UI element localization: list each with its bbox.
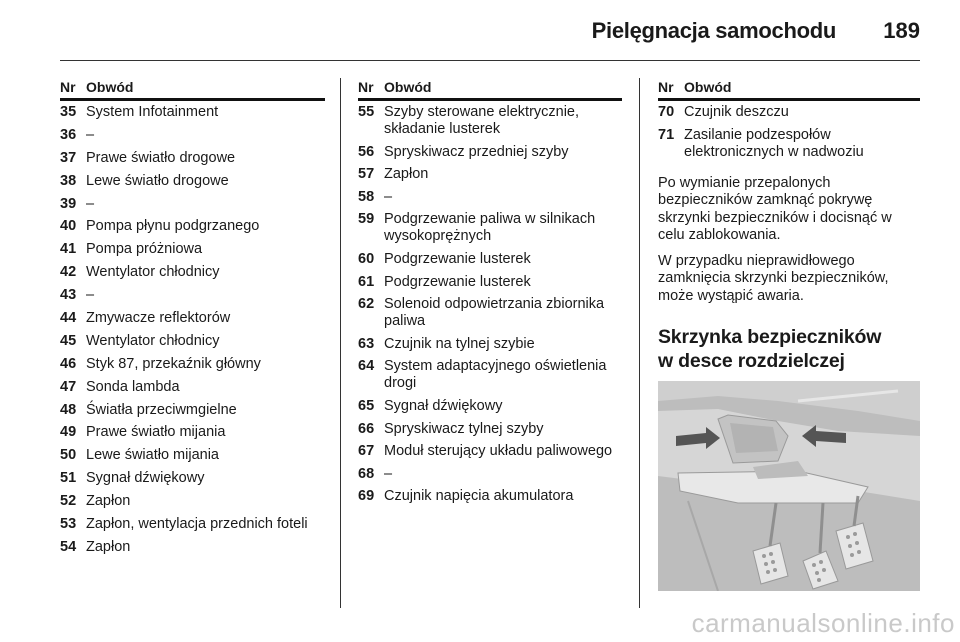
table-row bbox=[658, 104, 920, 121]
table-row bbox=[358, 466, 622, 483]
table-row bbox=[60, 218, 325, 235]
fuse-number: 56 bbox=[358, 143, 375, 160]
section-title-line-1: Skrzynka bezpieczników bbox=[658, 326, 882, 349]
fuse-number: 61 bbox=[358, 273, 375, 290]
fuse-number: 71 bbox=[658, 126, 675, 143]
circuit-name: Zapłon, wentylacja przednich foteli bbox=[86, 516, 308, 533]
table-row bbox=[60, 516, 325, 533]
table-rows bbox=[358, 104, 622, 505]
circuit-name: – bbox=[384, 465, 393, 482]
fuse-number: 38 bbox=[60, 172, 77, 189]
table-row bbox=[358, 296, 622, 330]
circuit-name: Zasilanie podzespołów elektronicznych w nadwoziu bbox=[684, 126, 864, 160]
circuit-name: Zapłon bbox=[86, 538, 131, 555]
table-row bbox=[60, 150, 325, 167]
fuse-number: 64 bbox=[358, 358, 375, 375]
header-circuit: Obwód bbox=[684, 79, 732, 95]
table-row bbox=[60, 333, 325, 350]
circuit-name: System Infotainment bbox=[86, 104, 219, 120]
table-header bbox=[658, 79, 920, 101]
fuse-number: 42 bbox=[60, 264, 77, 281]
circuit-name: – bbox=[86, 195, 95, 212]
table-row bbox=[358, 358, 622, 392]
section-title-line-2: w desce rozdzielczej bbox=[658, 350, 845, 373]
header-nr: Nr bbox=[358, 79, 374, 95]
circuit-name: Lewe światło drogowe bbox=[86, 172, 229, 189]
circuit-name: Spryskiwacz tylnej szyby bbox=[384, 420, 544, 437]
circuit-name: Pompa płynu podgrzanego bbox=[86, 218, 260, 235]
header-nr: Nr bbox=[60, 79, 76, 95]
circuit-name: Styk 87, przekaźnik główny bbox=[86, 355, 261, 372]
fuse-number: 55 bbox=[358, 104, 375, 120]
circuit-name: – bbox=[86, 287, 95, 304]
circuit-name: Podgrzewanie lusterek bbox=[384, 273, 531, 290]
table-row bbox=[60, 447, 325, 464]
table-row bbox=[60, 470, 325, 487]
fuse-number: 45 bbox=[60, 332, 77, 349]
fuse-table-column-1 bbox=[60, 79, 325, 562]
fuse-number: 57 bbox=[358, 166, 375, 183]
fuse-number: 51 bbox=[60, 470, 77, 487]
fuse-number: 49 bbox=[60, 424, 77, 441]
fuse-number: 63 bbox=[358, 335, 375, 352]
page-number: 189 bbox=[883, 18, 920, 43]
fuse-number: 35 bbox=[60, 104, 77, 120]
circuit-name: Spryskiwacz przedniej szyby bbox=[384, 143, 569, 160]
circuit-name: Światła przeciwmgielne bbox=[86, 401, 237, 418]
circuit-name: Zapłon bbox=[86, 493, 131, 510]
fuse-number: 54 bbox=[60, 538, 77, 555]
circuit-name: Lewe światło mijania bbox=[86, 447, 219, 464]
fuse-box-illustration bbox=[658, 381, 920, 591]
fuse-number: 68 bbox=[358, 465, 375, 482]
fuse-number: 44 bbox=[60, 310, 77, 327]
table-row bbox=[60, 104, 325, 121]
table-row bbox=[358, 336, 622, 353]
table-row bbox=[60, 287, 325, 304]
circuit-name: Sygnał dźwiękowy bbox=[384, 397, 503, 414]
table-row bbox=[60, 264, 325, 281]
fuse-number: 52 bbox=[60, 493, 77, 510]
table-row bbox=[358, 104, 622, 138]
fuse-number: 40 bbox=[60, 218, 77, 235]
table-row bbox=[60, 493, 325, 510]
watermark: carmanualsonline.info bbox=[691, 608, 955, 638]
circuit-name: Szyby sterowane elektrycznie, składanie lusterek bbox=[384, 104, 580, 137]
fuse-number: 47 bbox=[60, 378, 77, 395]
table-header bbox=[358, 79, 622, 101]
circuit-name: System adaptacyjnego oświetlenia drogi bbox=[384, 358, 607, 392]
table-row bbox=[358, 211, 622, 245]
fuse-number: 66 bbox=[358, 420, 375, 437]
table-row bbox=[358, 166, 622, 183]
fuse-number: 59 bbox=[358, 211, 375, 228]
circuit-name: – bbox=[384, 188, 393, 205]
circuit-name: Czujnik napięcia akumulatora bbox=[384, 488, 574, 505]
circuit-name: Prawe światło drogowe bbox=[86, 149, 236, 166]
fuse-table-column-2 bbox=[358, 79, 622, 511]
circuit-name: Prawe światło mijania bbox=[86, 424, 226, 441]
table-row bbox=[60, 356, 325, 373]
table-row bbox=[358, 443, 622, 460]
table-row bbox=[358, 251, 622, 268]
circuit-name: Solenoid odpowietrzania zbiornika paliwa bbox=[384, 296, 605, 330]
table-row bbox=[60, 173, 325, 190]
circuit-name: Sygnał dźwiękowy bbox=[86, 470, 205, 487]
column-divider bbox=[639, 78, 640, 608]
table-row bbox=[60, 424, 325, 441]
fuse-number: 43 bbox=[60, 287, 77, 304]
fuse-number: 50 bbox=[60, 447, 77, 464]
instruction-paragraph: Po wymianie przepalonych bezpieczników zamknąć pokrywę skrzynki bezpieczników i docisnąć w celu zablokowania. bbox=[658, 174, 892, 244]
circuit-name: Sonda lambda bbox=[86, 378, 180, 395]
circuit-name: Wentylator chłodnicy bbox=[86, 332, 220, 349]
circuit-name: Pompa próżniowa bbox=[86, 241, 203, 258]
circuit-name: Czujnik deszczu bbox=[684, 104, 789, 120]
fuse-number: 48 bbox=[60, 401, 77, 418]
fuse-table-column-3 bbox=[658, 79, 920, 373]
header-nr: Nr bbox=[658, 79, 674, 95]
table-row bbox=[358, 488, 622, 505]
circuit-name: Moduł sterujący układu paliwowego bbox=[384, 443, 613, 460]
fuse-number: 62 bbox=[358, 296, 375, 313]
table-header bbox=[60, 79, 325, 101]
fuse-number: 46 bbox=[60, 355, 77, 372]
table-row bbox=[658, 127, 920, 161]
fuse-number: 41 bbox=[60, 241, 77, 258]
table-row bbox=[60, 196, 325, 213]
warning-paragraph: W przypadku nieprawidłowego zamknięcia skrzynki bezpieczników, może wystąpić awaria. bbox=[658, 252, 889, 304]
table-row bbox=[358, 189, 622, 206]
table-row bbox=[60, 402, 325, 419]
header-circuit: Obwód bbox=[86, 79, 134, 95]
header-circuit: Obwód bbox=[384, 79, 432, 95]
section-title bbox=[658, 325, 920, 373]
fuse-number: 70 bbox=[658, 104, 675, 120]
fuse-number: 37 bbox=[60, 149, 77, 166]
fuse-number: 60 bbox=[358, 250, 375, 267]
circuit-name: Zapłon bbox=[384, 166, 429, 183]
table-row bbox=[60, 241, 325, 258]
fuse-number: 58 bbox=[358, 188, 375, 205]
table-row bbox=[358, 274, 622, 291]
circuit-name: Wentylator chłodnicy bbox=[86, 264, 220, 281]
fuse-number: 67 bbox=[358, 443, 375, 460]
table-row bbox=[358, 144, 622, 161]
table-rows bbox=[658, 104, 920, 161]
table-row bbox=[60, 539, 325, 556]
table-row bbox=[60, 379, 325, 396]
circuit-name: – bbox=[86, 126, 95, 143]
fuse-number: 69 bbox=[358, 488, 375, 505]
table-row bbox=[358, 398, 622, 415]
table-row bbox=[60, 310, 325, 327]
page-title: Pielęgnacja samochodu bbox=[591, 18, 836, 43]
fuse-number: 36 bbox=[60, 126, 77, 143]
header-divider bbox=[60, 60, 920, 61]
fuse-number: 65 bbox=[358, 397, 375, 414]
column-divider bbox=[340, 78, 341, 608]
circuit-name: Podgrzewanie lusterek bbox=[384, 250, 531, 267]
table-rows bbox=[60, 104, 325, 556]
circuit-name: Czujnik na tylnej szybie bbox=[384, 335, 535, 352]
fuse-number: 39 bbox=[60, 195, 77, 212]
circuit-name: Zmywacze reflektorów bbox=[86, 310, 231, 327]
table-row bbox=[60, 127, 325, 144]
circuit-name: Podgrzewanie paliwa w silnikach wysokoprężnych bbox=[384, 211, 596, 245]
fuse-number: 53 bbox=[60, 516, 77, 533]
table-row bbox=[358, 421, 622, 438]
